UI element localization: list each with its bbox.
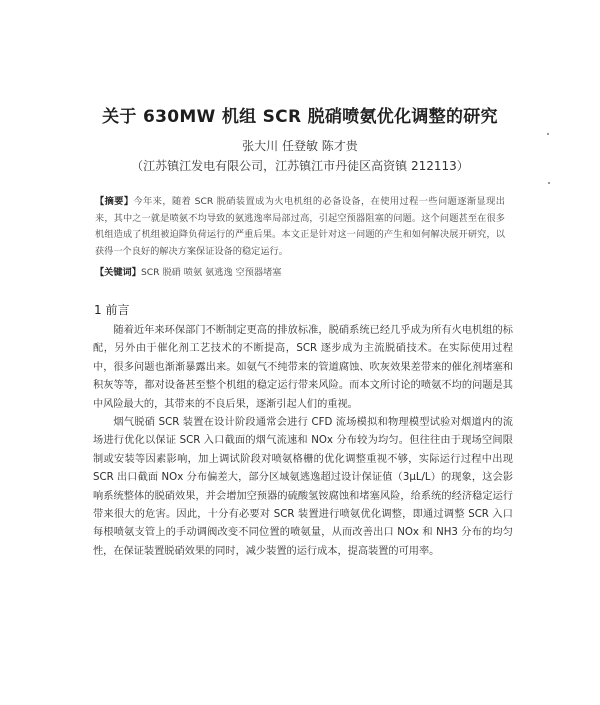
keywords-text: SCR 脱硝 喷氨 氨逃逸 空预器堵塞 <box>140 267 282 278</box>
section-body <box>93 322 513 561</box>
abstract-text: 今年来，随着 SCR 脱硝装置成为火电机组的必备设备，在使用过程一些问题逐渐显现出来，其中之一就是喷氨不均导致的氨逃逸率局部过高，引起空预器阻塞的问题。这个问题甚至在很多机组造成了机组被迫降负荷运行的严重后果。本文正是针对这一问题的产生和如何解决展开研究，以获得一个良好的解决方案保证设备的稳定运行。 <box>95 196 505 257</box>
keywords <box>95 265 505 281</box>
paragraph: 烟气脱硝 SCR 装置在设计阶段通常会进行 CFD 流场模拟和物理模型试验对烟道内的流场进行优化以保证 SCR 入口截面的烟气流速和 NOx 分布较为均匀。但往往由于现场空间限制或安装等因素影响，加上调试阶段对喷氨格栅的优化调整重视不够，实际运行过程中出现 SCR 出口截面 NOx 分布偏差大，部分区域氨逃逸超过设计保证值（3μL/L）的现象，这会影响系统整体的脱硝效果，并会增加空预器的硫酸氢铵腐蚀和堵塞风险，给系统的经济稳定运行带来很大的危害。因此，十分有必要对 SCR 装置进行喷氨优化调整，即通过调整 SCR 入口每根喷氨支管上的手动调阀改变不同位置的喷氨量，从而改善出口 NOx 和 NH3 分布的均匀性，在保证装置脱硝效果的同时，减少装置的运行成本，提高装置的可用率。 <box>93 417 513 557</box>
author-list: 张大川 任登敏 陈才贵 <box>242 139 358 153</box>
keywords-label: 【关键词】 <box>95 267 141 278</box>
paragraph: 随着近年来环保部门不断制定更高的排放标准，脱硝系统已经几乎成为所有火电机组的标配，另外由于催化剂工艺技术的不断提高，SCR 逐步成为主流脱硝技术。在实际使用过程中，很多问题也渐渐暴露出来。如氨气不纯带来的管道腐蚀、吹灰效果差带来的催化剂堵塞和积灰等等，都对设备甚至整个机组的稳定运行带来风险。而本文所讨论的喷氨不均的问题是其中风险最大的，其带来的不良后果，逐渐引起人们的重视。 <box>93 325 513 410</box>
affiliation: （江苏镇江发电有限公司，江苏镇江市丹徒区高资镇 212113） <box>131 159 469 173</box>
paper-title: 关于 630MW 机组 SCR 脱硝喷氨优化调整的研究 <box>102 107 498 127</box>
abstract <box>95 194 505 260</box>
scan-speck <box>548 182 550 184</box>
abstract-label: 【摘要】 <box>95 196 134 207</box>
section-heading: 1 前言 <box>94 303 130 317</box>
scan-speck <box>547 133 549 135</box>
